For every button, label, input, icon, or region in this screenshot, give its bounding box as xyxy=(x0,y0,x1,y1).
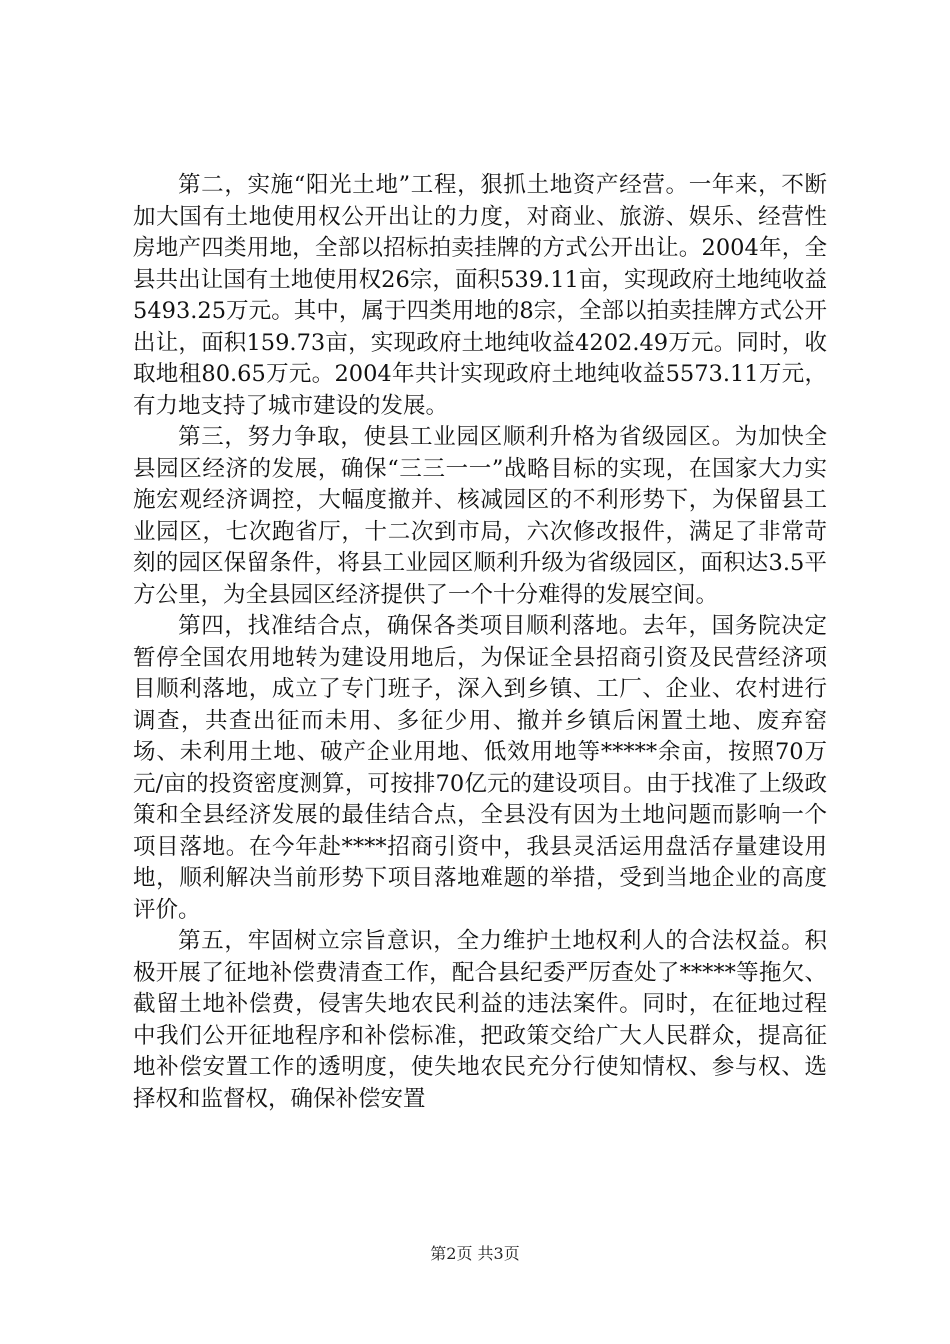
paragraph-industrial-park: 第三，努力争取，使县工业园区顺利升格为省级园区。为加快全县园区经济的发展，确保“三三一一”战略目标的实现，在国家大力实施宏观经济调控，大幅度撤并、核减园区的不利形势下，为保留县工业园区，七次跑省厅，十二次到市局，六次修改报件，满足了非常苛刻的园区保留条件，将县工业园区顺利升级为省级园区，面积达3.5平方公里，为全县园区经济提供了一个十分难得的发展空间。 xyxy=(133,424,827,608)
paragraph-project-landing: 第四，找准结合点，确保各类项目顺利落地。去年，国务院决定暂停全国农用地转为建设用地后，为保证全县招商引资及民营经济项目顺利落地，成立了专门班子，深入到乡镇、工厂、企业、农村进行调查，共查出征而未用、多征少用、撤并乡镇后闲置土地、废弃窑场、未利用土地、破产企业用地、低效用地等*****余亩，按照70万元/亩的投资密度测算，可按排70亿元的建设项目。由于找准了上级政策和全县经济发展的最佳结合点，全县没有因为土地问题而影响一个项目落地。在今年赴****招商引资中，我县灵活运用盘活存量建设用地，顺利解决当前形势下项目落地难题的举措，受到当地企业的高度评价。 xyxy=(133,613,827,923)
document-body xyxy=(133,170,827,1115)
paragraph-rights-protection: 第五，牢固树立宗旨意识，全力维护土地权利人的合法权益。积极开展了征地补偿费清查工作，配合县纪委严厉查处了*****等拖欠、截留土地补偿费，侵害失地农民利益的违法案件。同时，在征地过程中我们公开征地程序和补偿标准，把政策交给广大人民群众，提高征地补偿安置工作的透明度，使失地农民充分行使知情权、参与权、选择权和监督权，确保补偿安置 xyxy=(133,928,827,1112)
page-footer: 第2页 共3页 xyxy=(430,1244,520,1263)
paragraph-land-sunshine: 第二，实施“阳光土地”工程，狠抓土地资产经营。一年来，不断加大国有土地使用权公开出让的力度，对商业、旅游、娱乐、经营性房地产四类用地，全部以招标拍卖挂牌的方式公开出让。2004年，全县共出让国有土地使用权26宗，面积539.11亩，实现政府土地纯收益5493.25万元。其中，属于四类用地的8宗，全部以拍卖挂牌方式公开出让，面积159.73亩，实现政府土地纯收益4202.49万元。同时，收取地租80.65万元。2004年共计实现政府土地纯收益5573.11万元，有力地支持了城市建设的发展。 xyxy=(133,172,827,419)
